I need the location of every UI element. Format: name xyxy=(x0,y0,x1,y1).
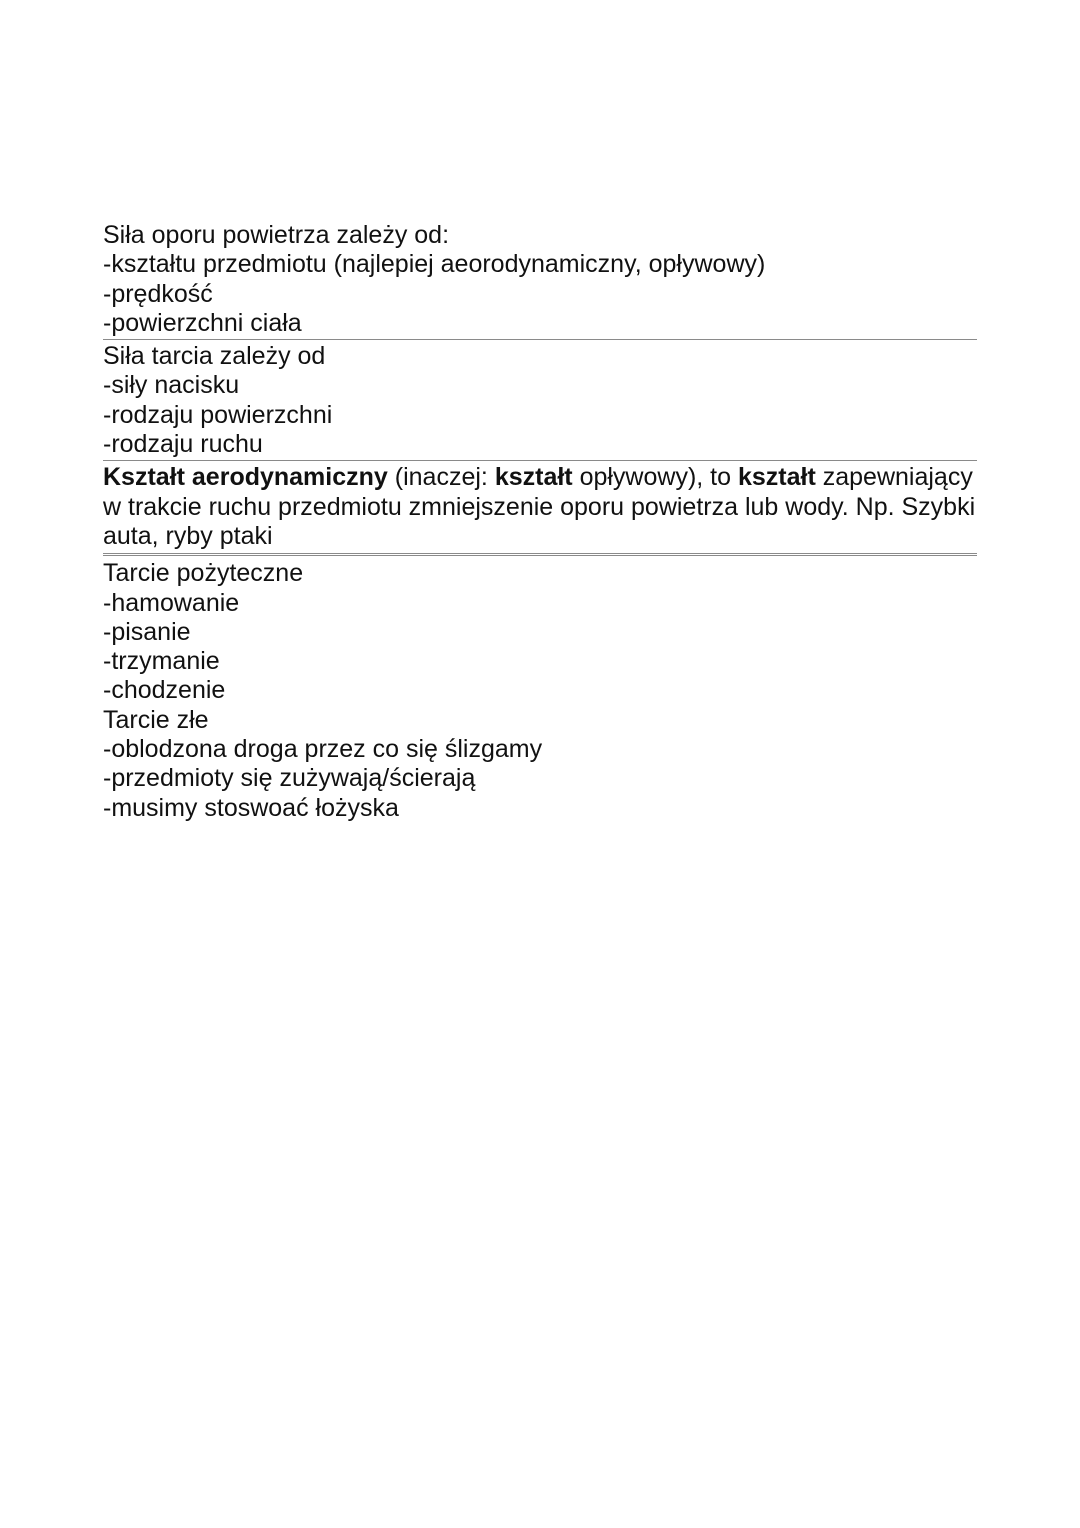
definition-text: opływowy), to xyxy=(572,463,738,492)
section-divider xyxy=(103,339,977,340)
list-item: -hamowanie xyxy=(103,588,240,617)
list-item: -oblodzona droga przez co się ślizgamy xyxy=(103,735,543,764)
definition-text: zapewniający w trakcie ruchu przedmiotu zmniejszenie oporu powietrza lub wody. Np. Szybki auta, ryby ptaki xyxy=(103,463,976,550)
list-item: -powierzchni ciała xyxy=(103,308,302,337)
useful-friction-section xyxy=(103,559,977,705)
definition-term: kształt xyxy=(737,463,816,492)
document-page xyxy=(103,221,977,823)
list-item: -musimy stoswoać łożyska xyxy=(103,793,399,822)
section-divider xyxy=(103,460,977,461)
list-item: -siły nacisku xyxy=(103,371,240,400)
list-item: -rodzaju ruchu xyxy=(103,430,263,459)
list-item: -rodzaju powierzchni xyxy=(103,400,333,429)
section-heading: Siła tarcia zależy od xyxy=(103,342,326,371)
list-item: -przedmioty się zużywają/ścierają xyxy=(103,764,476,793)
definition-term: kształt xyxy=(494,463,573,492)
definition-term: Kształt aerodynamiczny xyxy=(103,463,388,492)
bad-friction-section xyxy=(103,706,977,823)
friction-section xyxy=(103,342,977,459)
list-item: -prędkość xyxy=(103,279,213,308)
list-item: -kształtu przedmiotu (najlepiej aeorodynamiczny, opływowy) xyxy=(103,250,766,279)
section-heading: Siła oporu powietrza zależy od: xyxy=(103,221,450,249)
list-item: -chodzenie xyxy=(103,676,226,705)
list-item: -pisanie xyxy=(103,617,191,646)
list-item: -trzymanie xyxy=(103,647,220,676)
air-resistance-section xyxy=(103,221,977,338)
section-divider xyxy=(103,553,977,556)
definition-text: (inaczej: xyxy=(387,463,495,492)
section-heading: Tarcie złe xyxy=(103,705,209,734)
section-heading: Tarcie pożyteczne xyxy=(103,559,304,588)
aerodynamic-definition xyxy=(103,463,977,551)
